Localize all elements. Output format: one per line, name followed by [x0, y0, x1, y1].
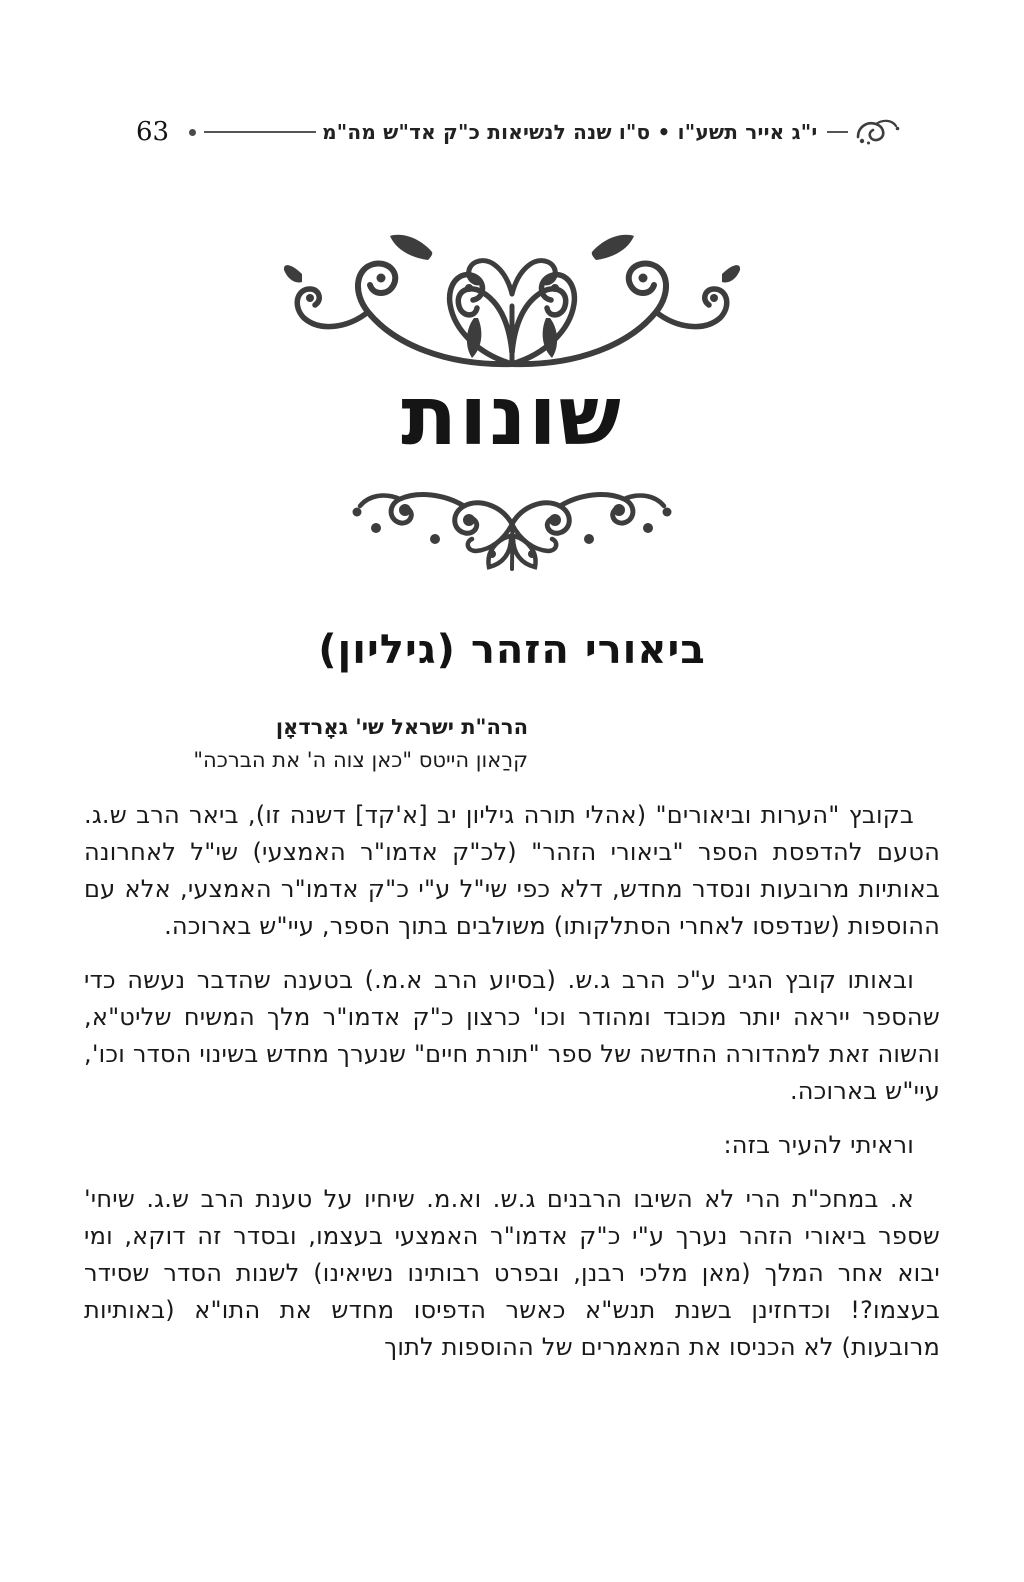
section-masthead-title: שונות: [401, 369, 623, 464]
author-line: הרה"ת ישראל שי' גאָרדאָן: [275, 714, 528, 739]
article-title: ביאורי הזהר (גיליון): [318, 626, 706, 673]
header-rule-right: [827, 131, 848, 133]
location-line: קרַאון הייטס "כאן צוה ה' את הברכה": [193, 747, 528, 772]
body-paragraph: ובאותו קובץ הגיב ע"כ הרב ג.ש. (בסיוע הרב א.מ.) בטענה שהדבר נעשה כדי שהספר ייראה יותר מכובד ומהודר וכו' כרצון כ"ק אדמו"ר מלך המשיח שליט"א, והשוה זאת למהדורה החדשה של ספר "תורת חיים" שנערך מחדש בשינוי הסדר וכו', עיי"ש בארוכה.: [84, 965, 940, 1105]
masthead-top-flourish-icon: [282, 226, 742, 376]
body-paragraph: בקובץ "הערות וביאורים" (אהלי תורה גיליון יב [א'קד] דשנה זו), ביאר הרב ש.ג. הטעם להדפסת הספר "ביאורי הזהר" (לכ"ק אדמו"ר האמצעי) שי"ל לאחרונה באותיות מרובעות ונסדר מחדש, דלא כפי שי"ל ע"י כ"ק אדמו"ר האמצעי, אלא עם ההוספות (שנדפסו לאחרי הסתלקותו) משולבים בתוך הספר, עיי"ש בארוכה.: [84, 800, 940, 940]
attribution-block: [78, 711, 528, 777]
body-paragraph: א. במחכ"ת הרי לא השיבו הרבנים ג.ש. וא.מ. שיחיו על טענת הרב ש.ג. שיחי' שספר ביאורי הזהר נערך ע"י כ"ק אדמו"ר האמצעי בעצמו, ובסדר זה דוקא, ומי יבוא אחר המלך (מאן מלכי רבנן, ובפרט רבותינו נשיאינו) לשנות הסדר שסידר בעצמו?! וכדחזינן בשנת תנש"א כאשר הדפיסו מחדש את התו"א (באותיות מרובעות) לא הכניסו את המאמרים של ההוספות לתוך: [84, 1184, 940, 1361]
article-body: [84, 797, 940, 1366]
page-number: 63: [136, 117, 170, 147]
header-rule-left: [204, 131, 316, 133]
header-dot: [189, 129, 196, 136]
page-header: [0, 118, 1024, 146]
header-flourish-icon: [854, 118, 900, 146]
body-paragraph: וראיתי להעיר בזה:: [723, 1130, 914, 1159]
masthead-bottom-flourish-icon: [352, 466, 672, 571]
header-date-line: י"ג אייר תשע"ו • ס"ו שנה לנשיאות כ"ק אד"ש מה"מ: [322, 120, 818, 144]
